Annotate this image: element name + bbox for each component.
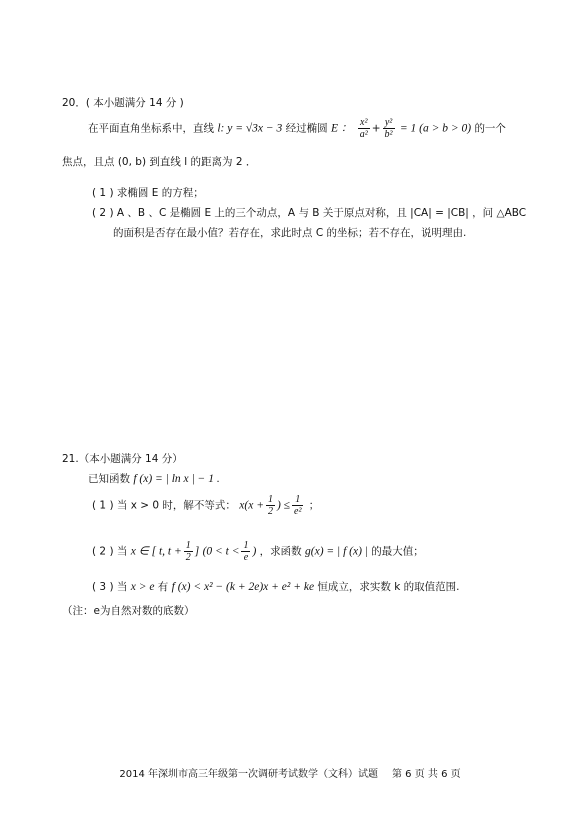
- q20-frac1-num: x²: [358, 117, 370, 129]
- q20-part2a: ( 2 ) A 、B 、C 是椭圆 E 上的三个动点，A 与 B 关于原点对称，且 |CA| = |CB| ，问 △ABC: [92, 207, 527, 219]
- q20-line-equation: l: y = √3x − 3: [217, 122, 283, 135]
- q21-part2-c: 的最大值；: [371, 545, 424, 558]
- q21-p2-f2-num: 1: [243, 540, 249, 551]
- q21-p1-f2-den: e²: [294, 506, 302, 517]
- q21-p1-f1-den: 2: [267, 506, 273, 517]
- q21-part2-frac1: [184, 540, 193, 563]
- q20-ellipse-name: E ：: [330, 122, 353, 135]
- q21-part3-a: ( 3 ) 当: [92, 581, 128, 593]
- q21-part2-cond: (0 < t <: [202, 545, 240, 558]
- q21-part1-frac2: [292, 494, 303, 517]
- q21-part1-end: ；: [308, 499, 320, 512]
- q20-intro-a: 在平面直角坐标系中，直线: [88, 122, 214, 135]
- q21-header: 21.（本小题满分 14 分）: [62, 453, 183, 465]
- q21-p2-f2-den: e: [243, 552, 249, 563]
- q21-part3: [92, 580, 460, 594]
- footer-title: 2014 年深圳市高三年级第一次调研考试数学（文科）试题: [119, 769, 378, 780]
- q20-header: 20．( 本小题满分 14 分 ): [62, 97, 184, 109]
- q21-part2-a: ( 2 ) 当: [92, 545, 128, 558]
- q20-fraction-y: [383, 117, 395, 140]
- q21-part2-set-end: ]: [194, 545, 200, 558]
- q21-part2-g: g(x) = | f (x) |: [305, 545, 368, 558]
- q21-part3-c: 恒成立，求实数 k 的取值范围.: [317, 581, 460, 593]
- q21-p1-f1-num: 1: [267, 494, 273, 505]
- q21-part2-frac2: [241, 540, 250, 563]
- q20-intro-line: 在平面直角坐标系中，直线 l: y = √3x − 3 经过椭圆 E ： $\frac{\text{x²}}{\text{a²}}$ + $\frac{\text{y²}}{\text{b²}}$ = 1 (a > b > 0) 的一个: [88, 117, 506, 140]
- q20-frac2-den: b²: [384, 129, 393, 140]
- q21-part2-set: x ∈ [ t, t +: [130, 545, 182, 558]
- q21-p1-f2-num: 1: [292, 494, 303, 506]
- q21-part1-mid: ) ≤: [276, 499, 290, 512]
- q21-given-a: 已知函数: [88, 473, 130, 485]
- q21-part1-x: x(x +: [239, 499, 264, 512]
- q20-line2: 焦点，且点 (0, b) 到直线 l 的距离为 2 ．: [62, 156, 257, 168]
- q21-part2-b: ，求函数: [259, 545, 302, 558]
- q20-fraction-x: [358, 117, 370, 140]
- q20-part2b: 的面积是否存在最小值？若存在，求此时点 C 的坐标；若不存在，说明理由.: [113, 227, 467, 239]
- q20-ellipse-tail: = 1 (a > b > 0): [399, 122, 472, 135]
- q21-part2: [92, 540, 424, 563]
- q21-given: [88, 472, 220, 486]
- q21-part3-cond: x > e: [130, 581, 155, 593]
- q20-frac2-num: y²: [383, 117, 395, 129]
- q21-given-equation: f (x) = | ln x | − 1 .: [133, 473, 220, 485]
- q21-note: （注：e为自然对数的底数）: [62, 605, 195, 617]
- q21-part1-frac1: [266, 494, 275, 517]
- q21-part2-cond-end: ): [252, 545, 257, 558]
- q20-part1: ( 1 ) 求椭圆 E 的方程；: [92, 187, 204, 199]
- q21-p2-f1-den: 2: [185, 552, 191, 563]
- q21-part1: [92, 494, 319, 517]
- q21-part1-a: ( 1 ) 当 x > 0 时，解不等式：: [92, 499, 236, 512]
- q20-intro-c: 的一个: [474, 122, 506, 135]
- q21-p2-f1-num: 1: [185, 540, 191, 551]
- q20-frac1-den: a²: [359, 129, 368, 140]
- q21-part3-b: 有: [157, 581, 169, 593]
- page-footer: [0, 765, 580, 780]
- q21-part3-ineq: f (x) < x² − (k + 2e)x + e² + ke: [171, 581, 315, 593]
- footer-page-number: 第 6 页 共 6 页: [392, 769, 461, 780]
- q20-intro-b: 经过椭圆: [285, 122, 328, 135]
